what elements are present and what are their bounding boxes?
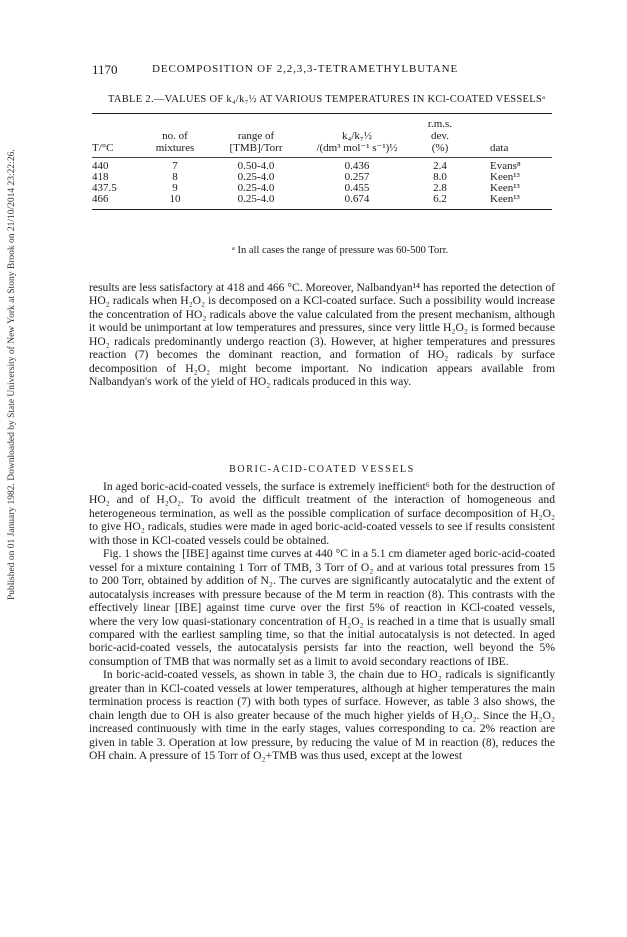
cell-rms: 6.2 [433,193,447,205]
table-caption: TABLE 2.—VALUES OF k₄/k₇½ AT VARIOUS TEMPERATURES IN KCl-COATED VESSELSᵃ [108,94,546,105]
cell-data: Keen¹³ [490,182,520,194]
download-watermark [6,70,18,600]
cell-data: Keen¹³ [490,171,520,183]
header-mixtures: no. of mixtures [155,130,195,154]
paragraph: results are less satisfactory at 418 and 466 °C. Moreover, Nalbandyan¹⁴ has reported the detection of HO₂ radicals when H₂O₂ is decomposed on a KCl-coated surface. Such a possibility would increase the concentration of HO₂ radicals above the value calculated from the present mechanism, although it would be unimportant at low temperatures and pressures, since very little H₂O₂ is formed because HO₂ radicals predominantly undergo reaction (3). However, at higher temperatures and pressures reaction (7) becomes the dominant reaction, and formation of HO₂ radicals by surface decomposition of H₂O₂ might become important. No indication appears available from Nalbandyan's work of the yield of HO₂ radicals produced in this way. [89,281,555,389]
cell-mixtures: 9 [172,182,178,194]
cell-rms: 8.0 [433,171,447,183]
download-notice: Published on 01 January 1982. Downloaded by State University of New York at Stony Brook on 21/10/2014 23:22:26. [7,149,17,600]
table-row [92,183,552,194]
cell-mixtures: 8 [172,171,178,183]
header-data: data [490,142,509,154]
cell-data: Keen¹³ [490,193,520,205]
table-footnote: ᵃ In all cases the range of pressure was 60-500 Torr. [232,245,449,256]
cell-mixtures: 7 [172,160,178,172]
cell-ratio: 0.257 [344,171,370,183]
header-rms: r.m.s. dev. (%) [427,118,453,154]
table-bottom-rule [92,209,552,210]
cell-temperature: 440 [92,160,109,172]
table-header-row [92,114,552,157]
cell-ratio: 0.436 [344,160,370,172]
table-row [92,194,552,205]
header-ratio: k₄/k₇½ /(dm³ mol⁻¹ s⁻¹)½ [316,130,398,154]
cell-range: 0.25-4.0 [237,193,275,205]
cell-range: 0.50-4.0 [237,160,275,172]
paragraph: Fig. 1 shows the [IBE] against time curves at 440 °C in a 5.1 cm diameter aged boric-acid-coated vessel for a mixture containing 1 Torr of TMB, 3 Torr of O₂ and at various total pressures from 15 to 200 Torr, obtained by addition of N₂. The curves are significantly autocatalytic and the extent of autocatalysis increases with pressure because of the M term in reaction (8). This contrasts with the effectively linear [IBE] against time curve over the first 5% of reaction in KCl-coated vessels, where the very low quasi-stationary concentration of H₂O₂ is reached in a time that is usually small compared with the earliest sampling time, so that the initial autocatalysis is not detected. In aged boric-acid-coated vessels, the autocatalysis persists far into the reaction, well beyond the 5% consumption of TMB that was normally set as a limit to avoid secondary reactions of IBE. [89,547,555,668]
body-paragraph-1 [89,281,555,389]
cell-range: 0.25-4.0 [237,182,275,194]
table-row [92,172,552,183]
cell-data: Evans⁸ [490,160,521,172]
running-head: DECOMPOSITION OF 2,2,3,3-TETRAMETHYLBUTANE [152,63,459,75]
cell-rms: 2.4 [433,160,447,172]
cell-rms: 2.8 [433,182,447,194]
cell-range: 0.25-4.0 [237,171,275,183]
section-heading: BORIC-ACID-COATED VESSELS [229,464,415,475]
header-temperature: T/°C [92,142,114,154]
cell-ratio: 0.455 [344,182,370,194]
cell-temperature: 418 [92,171,109,183]
cell-ratio: 0.674 [344,193,370,205]
paragraph: In boric-acid-coated vessels, as shown in table 3, the chain due to HO₂ radicals is significantly greater than in KCl-coated vessels at lower temperatures, although at higher temperatures the main termination process is reaction (7) with both types of surface. However, as table 3 also shows, the chain length due to OH is also greater because of the much higher yields of H₂O₂. Since the H₂O₂ increased continuously with time in the early stages, values corresponding to ca. 2% reaction are given in table 3. Operation at low pressure, by reducing the value of M in reaction (8), reduces the OH chain. A pressure of 15 Torr of O₂+TMB was thus used, except at the lowest [89,668,555,763]
cell-temperature: 437.5 [92,182,117,194]
cell-temperature: 466 [92,193,109,205]
paragraph: In aged boric-acid-coated vessels, the surface is extremely inefficient⁶ both for the destruction of HO₂ and of H₂O₂. To avoid the difficult treatment of the interaction of homogeneous and heterogeneous termination, as well as the possible complication of surface decomposition of H₂O₂ to give HO₂ radicals, studies were made in aged boric-acid-coated vessels to see if results consistent with those in KCl-coated vessels could be obtained. [89,480,555,547]
header-range: range of [TMB]/Torr [229,130,283,154]
data-table [92,113,552,210]
cell-mixtures: 10 [169,193,181,205]
kinetics-table [92,114,552,209]
page-number: 1170 [92,62,118,77]
body-section-text [89,480,555,763]
page-header [92,62,552,78]
table-row [92,161,552,172]
